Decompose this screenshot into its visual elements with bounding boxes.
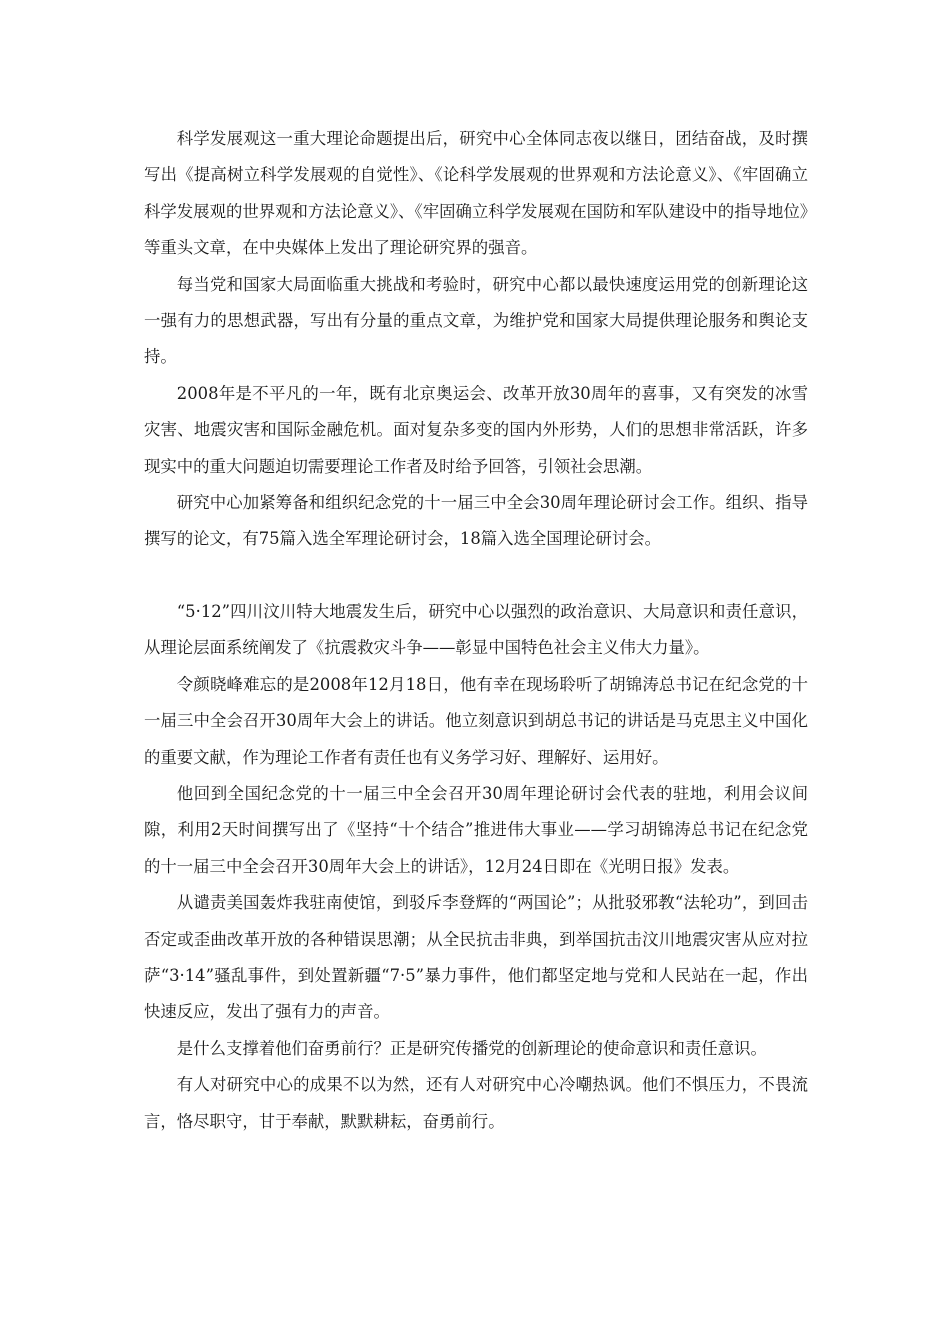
paragraph-gap (144, 558, 808, 594)
paragraph-9: 是什么支撑着他们奋勇前行？正是研究传播党的创新理论的使命意识和责任意识。 (176, 1038, 767, 1058)
paragraph-8: 从谴责美国轰炸我驻南使馆，到驳斥李登辉的“两国论”；从批驳邪教“法轮功”，到回击否定或歪曲改革开放的各种错误思潮；从全民抗击非典，到举国抗击汶川地震灾害从应对拉萨“3·14”骚乱事件，到处置新疆“7·5”暴力事件，他们都坚定地与党和人民站在一起，作出快速反应，发出了强有力的声音。 (144, 893, 808, 1022)
article-body (144, 121, 808, 1140)
paragraph-2: 每当党和国家大局面临重大挑战和考验时，研究中心都以最快速度运用党的创新理论这一强有力的思想武器，写出有分量的重点文章，为维护党和国家大局提供理论服务和舆论支持。 (144, 274, 808, 367)
paragraph-10: 有人对研究中心的成果不以为然，还有人对研究中心冷嘲热讽。他们不惧压力，不畏流言，恪尽职守，甘于奉献，默默耕耘，奋勇前行。 (144, 1075, 808, 1131)
paragraph-3: 2008年是不平凡的一年，既有北京奥运会、改革开放30周年的喜事，又有突发的冰雪灾害、地震灾害和国际金融危机。面对复杂多变的国内外形势，人们的思想非常活跃，许多现实中的重大问题迫切需要理论工作者及时给予回答，引领社会思潮。 (144, 383, 808, 476)
paragraph-6: 令颜晓峰难忘的是2008年12月18日，他有幸在现场聆听了胡锦涛总书记在纪念党的十一届三中全会召开30周年大会上的讲话。他立刻意识到胡总书记的讲话是马克思主义中国化的重要文献，作为理论工作者有责任也有义务学习好、理解好、运用好。 (144, 674, 808, 767)
paragraph-4: 研究中心加紧筹备和组织纪念党的十一届三中全会30周年理论研讨会工作。组织、指导撰写的论文，有75篇入选全军理论研讨会，18篇入选全国理论研讨会。 (144, 493, 808, 549)
paragraph-7: 他回到全国纪念党的十一届三中全会召开30周年理论研讨会代表的驻地，利用会议间隙，利用2天时间撰写出了《坚持“十个结合”推进伟大事业——学习胡锦涛总书记在纪念党的十一届三中全会召开30周年大会上的讲话》，12月24日即在《光明日报》发表。 (144, 783, 808, 876)
paragraph-5: “5·12”四川汶川特大地震发生后，研究中心以强烈的政治意识、大局意识和责任意识，从理论层面系统阐发了《抗震救灾斗争——彰显中国特色社会主义伟大力量》。 (144, 601, 808, 658)
paragraph-1: 科学发展观这一重大理论命题提出后，研究中心全体同志夜以继日，团结奋战，及时撰写出《提高树立科学发展观的自觉性》、《论科学发展观的世界观和方法论意义》、《牢固确立科学发展观的世界观和方法论意义》、《牢固确立科学发展观在国防和军队建设中的指导地位》等重头文章，在中央媒体上发出了理论研究界的强音。 (144, 129, 808, 258)
